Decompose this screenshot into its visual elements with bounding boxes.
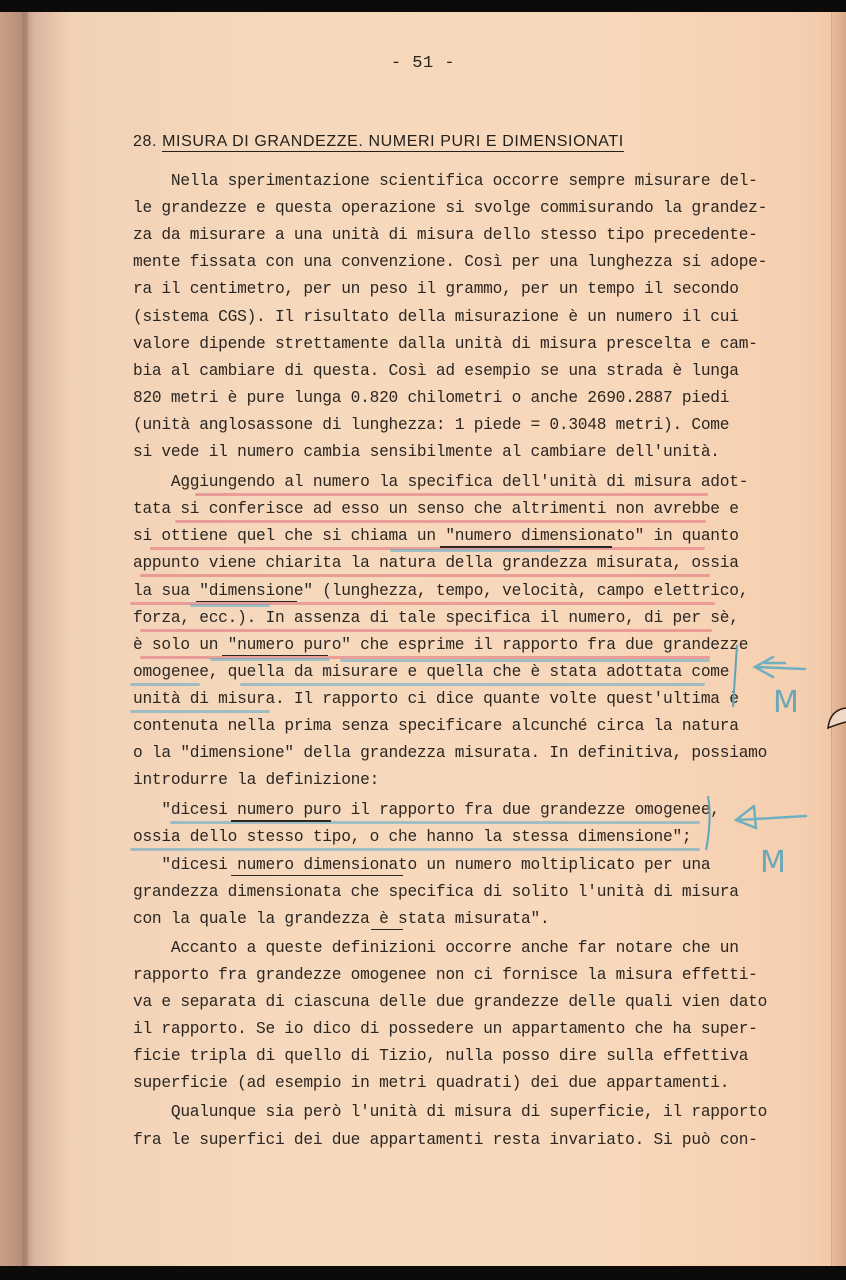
text-line: ficie tripla di quello di Tizio, nulla posso dire sulla effettiva <box>133 1047 749 1066</box>
text-line: ra il centimetro, per un peso il grammo, per un tempo il secondo <box>133 280 739 299</box>
text-line: le grandezze e questa operazione si svolge commisurando la grandez- <box>133 199 768 218</box>
text-line: si ottiene quel che si chiama un "numero dimensionato" in quanto <box>133 527 739 546</box>
text-line: o la "dimensione" della grandezza misurata. In definitiva, possiamo <box>133 744 768 763</box>
page-number: - 51 - <box>390 54 456 73</box>
text-line: "dicesi numero puro il rapporto fra due grandezze omogenee, <box>133 801 720 820</box>
ink-underline <box>371 929 403 931</box>
section-number: 28. <box>133 133 158 150</box>
text-line: (sistema CGS). Il risultato della misurazione è un numero il cui <box>133 307 739 326</box>
text-line: forza, ecc.). In assenza di tale specifica il numero, di per sè, <box>133 608 739 627</box>
section-heading <box>133 133 624 151</box>
text-line: rapporto fra grandezze omogenee non ci fornisce la misura effetti- <box>133 965 758 984</box>
text-line: il rapporto. Se io dico di possedere un appartamento che ha super- <box>133 1020 758 1039</box>
margin-bracket-line <box>733 645 737 707</box>
blue-highlight <box>130 683 200 686</box>
blue-highlight <box>210 658 330 661</box>
text-line: Aggiungendo al numero la specifica dell'unità di misura adot- <box>133 473 749 492</box>
margin-bracket-line <box>706 796 710 850</box>
paper-tab-fold <box>826 702 846 742</box>
text-line: Qualunque sia però l'unità di misura di superficie, il rapporto <box>133 1103 768 1122</box>
blue-highlight <box>130 848 700 851</box>
text-line: "dicesi numero dimensionato un numero moltiplicato per una <box>133 855 711 874</box>
margin-annotation-2 <box>700 792 810 882</box>
red-highlight <box>140 574 710 577</box>
ink-underline <box>440 546 612 548</box>
text-line: ossia dello stesso tipo, o che hanno la stessa dimensione"; <box>133 828 692 847</box>
text-line: va e separata di ciascuna delle due grandezze delle quali vien dato <box>133 993 768 1011</box>
text-line: valore dipende strettamente dalla unità di misura prescelta e cam- <box>133 334 758 353</box>
text-line: mente fissata con una convenzione. Così per una lunghezza si adope- <box>133 253 768 272</box>
margin-annotation-1 <box>725 627 815 727</box>
text-line: za da misurare a una unità di misura dello stesso tipo precedente- <box>133 226 758 245</box>
text-line: la sua "dimensione" (lunghezza, tempo, velocità, campo elettrico, <box>133 581 749 600</box>
margin-note-m: M <box>773 685 799 720</box>
left-arrow-icon <box>736 806 806 828</box>
text-line: fra le superfici dei due appartamenti resta invariato. Si può con- <box>133 1130 758 1149</box>
left-arrow-icon <box>755 657 805 677</box>
blue-highlight <box>190 604 270 607</box>
red-highlight <box>195 493 708 496</box>
text-line: contenuta nella prima senza specificare alcunché circa la natura <box>133 717 739 735</box>
blue-highlight <box>240 683 705 686</box>
section-title: MISURA DI GRANDEZZE. NUMERI PURI E DIMENSIONATI <box>162 133 624 150</box>
text-line: appunto viene chiarita la natura della grandezza misurata, ossia <box>133 554 739 573</box>
text-line: si vede il numero cambia sensibilmente al cambiare dell'unità. <box>133 443 720 461</box>
ink-underline <box>222 655 328 657</box>
blue-highlight <box>340 659 710 662</box>
page-edge <box>832 12 846 1266</box>
text-line: grandezza dimensionata che specifica di solito l'unità di misura <box>133 882 739 901</box>
text-line: (unità anglosassone di lunghezza: 1 piede = 0.3048 metri). Come <box>133 415 730 434</box>
text-line: unità di misura. Il rapporto ci dice quante volte quest'ultima è <box>133 689 739 708</box>
text-line: bia al cambiare di questa. Così ad esempio se una strada è lunga <box>133 361 739 380</box>
ink-underline <box>231 875 403 877</box>
text-line: Accanto a queste definizioni occorre anche far notare che un <box>133 938 739 957</box>
text-line: con la quale la grandezza è stata misurata". <box>133 909 550 928</box>
blue-highlight <box>390 549 560 552</box>
text-line: superficie (ad esempio in metri quadrati) dei due appartamenti. <box>133 1074 730 1093</box>
text-line: 820 metri è pure lunga 0.820 chilometri o anche 2690.2887 piedi <box>133 388 730 407</box>
red-highlight <box>140 629 712 632</box>
margin-note-m: M <box>760 845 786 880</box>
text-line: è solo un "numero puro" che esprime il rapporto fra due grandezze <box>133 635 749 654</box>
blue-highlight <box>130 710 270 713</box>
text-line: introdurre la definizione: <box>133 771 380 790</box>
text-line: Nella sperimentazione scientifica occorre sempre misurare del- <box>133 172 758 190</box>
ink-underline <box>231 820 331 822</box>
scanned-page <box>0 12 846 1266</box>
text-line: omogenee, quella da misurare e quella che è stata adottata come <box>133 662 730 681</box>
ink-underline <box>196 601 297 603</box>
text-line: tata si conferisce ad esso un senso che altrimenti non avrebbe e <box>133 500 739 519</box>
red-highlight <box>175 520 706 523</box>
